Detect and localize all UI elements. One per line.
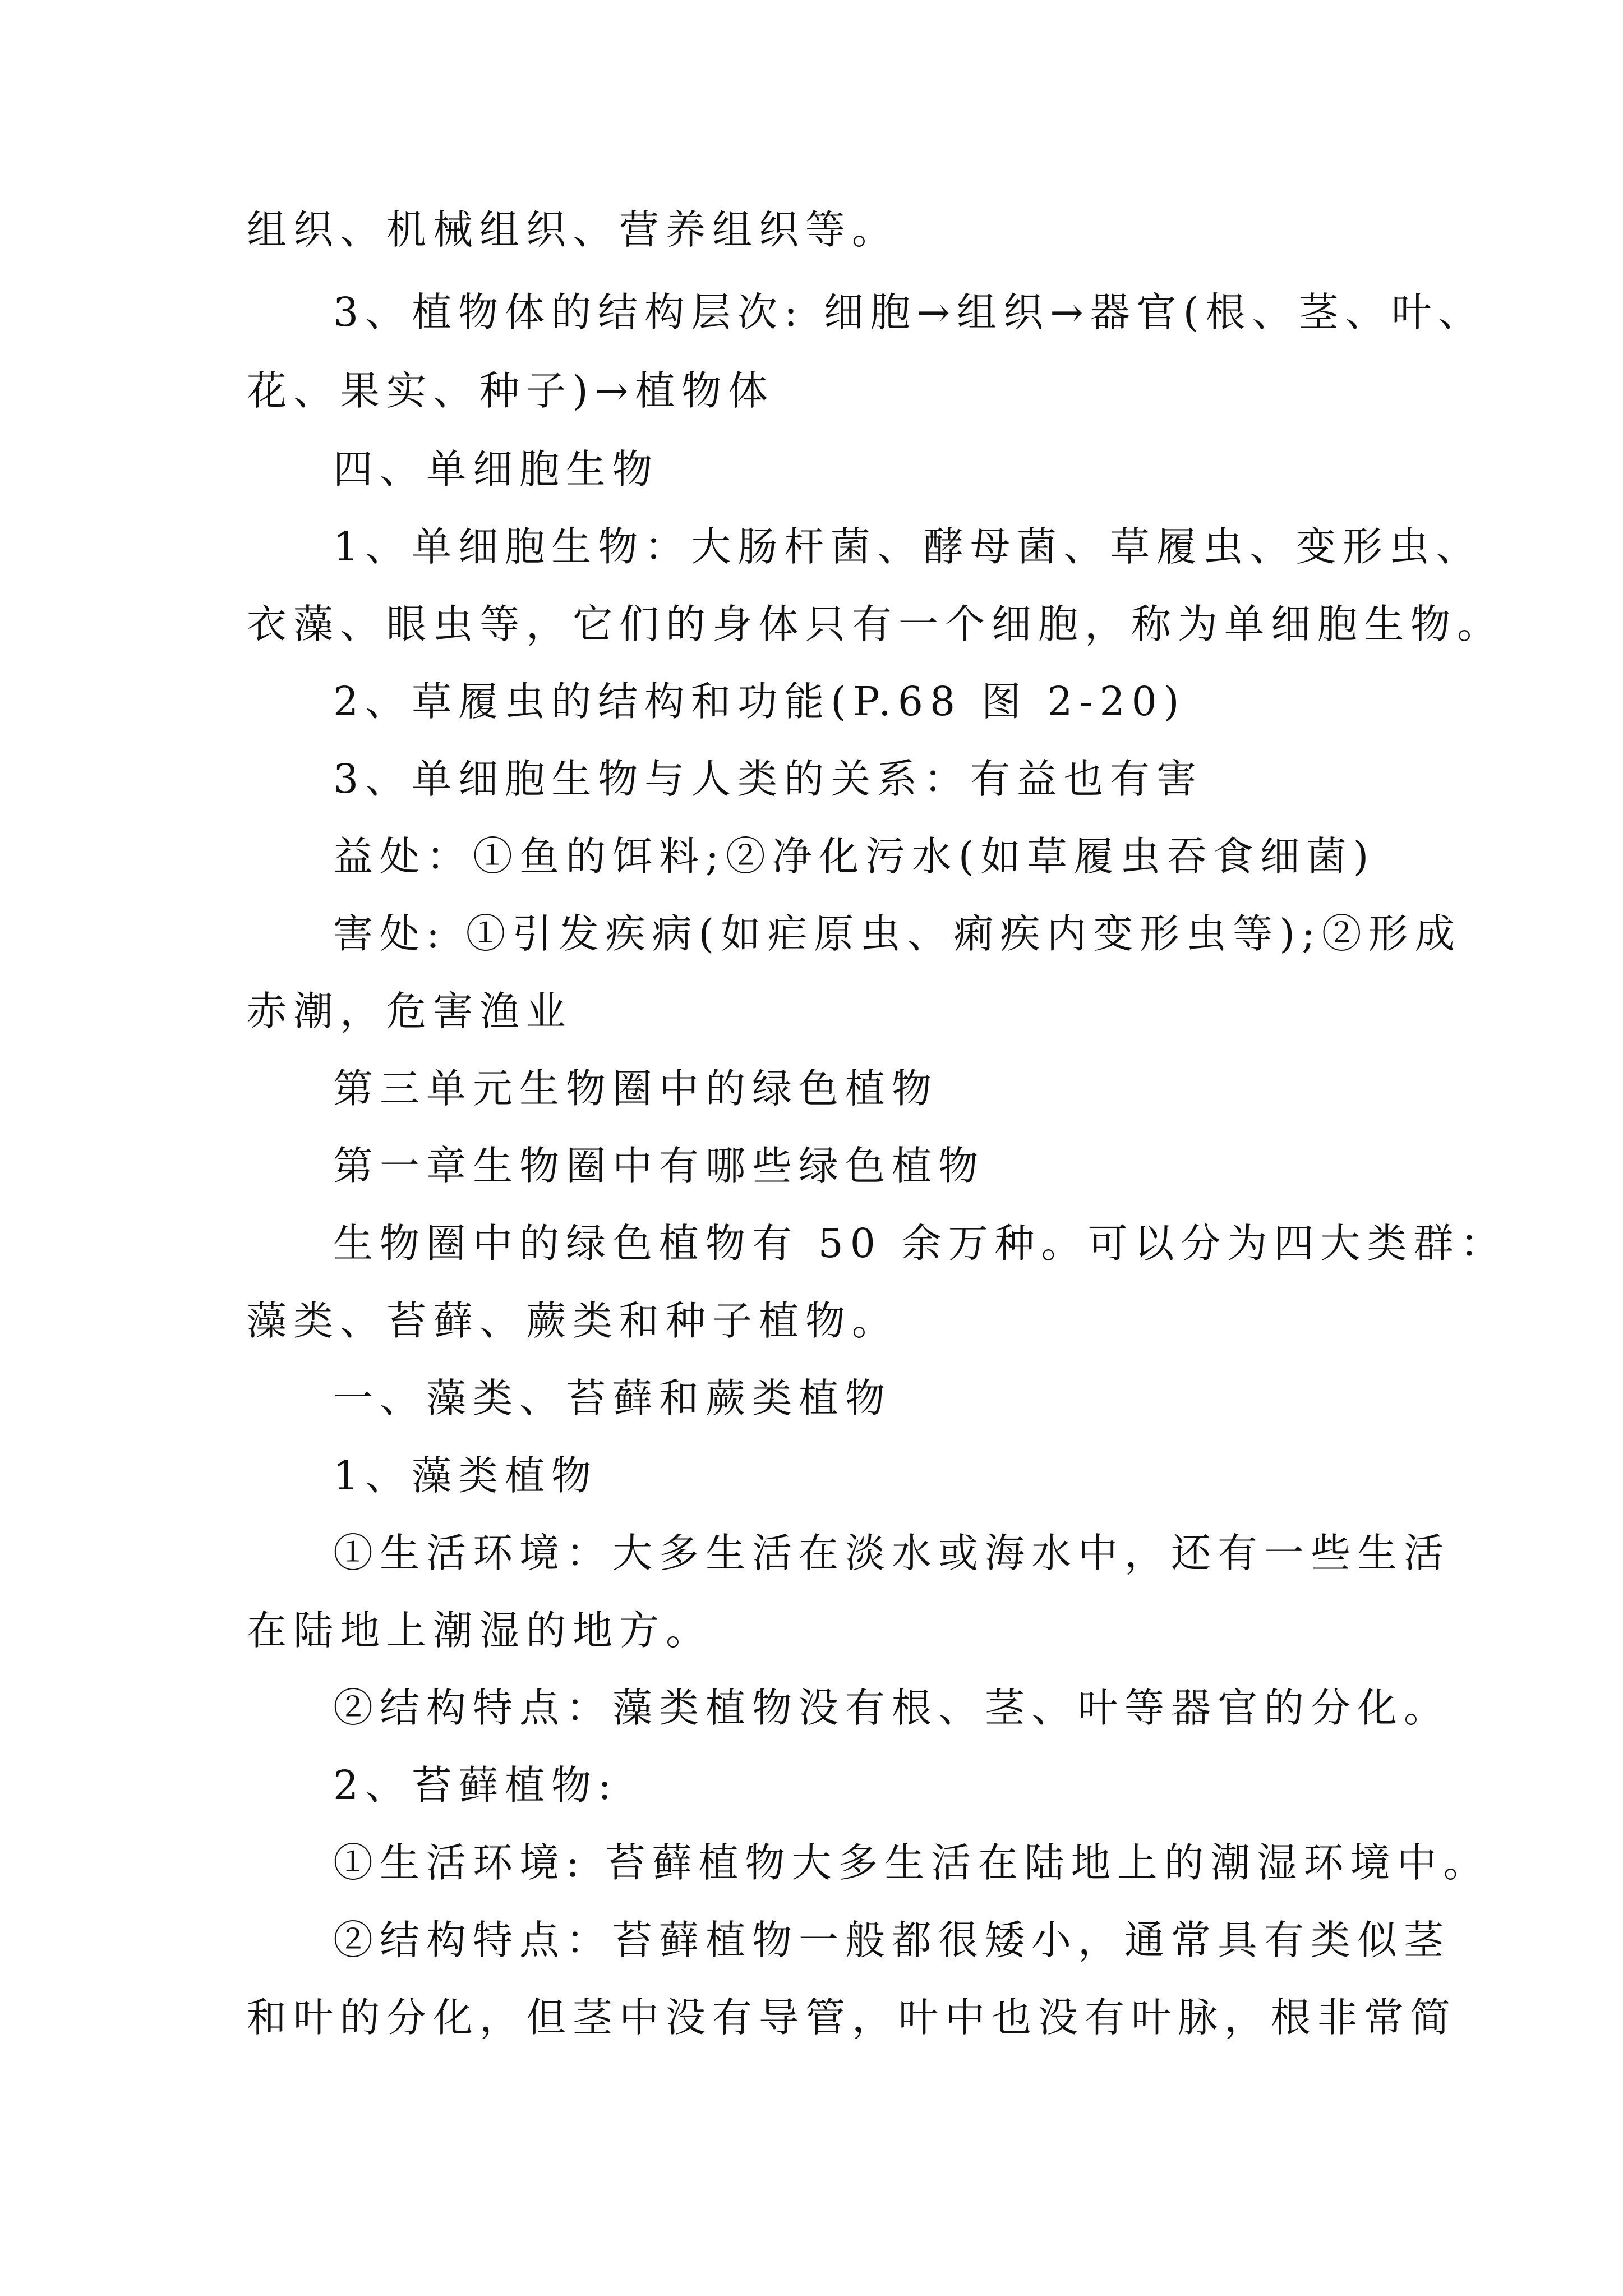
- section-heading: 四、单细胞生物: [333, 446, 660, 493]
- text-line: 3、植物体的结构层次: 细胞→组织→器官(根、茎、叶、: [333, 289, 1485, 335]
- section-heading: 一、藻类、苔藓和蕨类植物: [333, 1375, 892, 1421]
- text-line: ①生活环境：大多生活在淡水或海水中，还有一些生活: [333, 1530, 1451, 1576]
- unit-heading: 第三单元生物圈中的绿色植物: [333, 1065, 939, 1112]
- text-line: 藻类、苔藓、蕨类和种子植物。: [247, 1297, 899, 1344]
- text-line: 1、单细胞生物：大肠杆菌、酵母菌、草履虫、变形虫、: [333, 523, 1483, 570]
- text-line: 生物圈中的绿色植物有 50 余万种。可以分为四大类群：: [333, 1220, 1507, 1267]
- text-line: ①生活环境: 苔藓植物大多生活在陆地上的潮湿环境中。: [333, 1839, 1490, 1886]
- text-line: 2、草履虫的结构和功能(P.68 图 2-20): [333, 678, 1186, 725]
- chapter-heading: 第一章生物圈中有哪些绿色植物: [333, 1143, 985, 1189]
- subsection-heading: 1、藻类植物: [333, 1452, 598, 1499]
- text-line: 和叶的分化，但茎中没有导管，叶中也没有叶脉，根非常简: [247, 1994, 1458, 2041]
- text-line: ②结构特点：藻类植物没有根、茎、叶等器官的分化。: [333, 1685, 1451, 1731]
- text-line: 赤潮，危害渔业: [247, 988, 573, 1034]
- text-line: ②结构特点：苔藓植物一般都很矮小，通常具有类似茎: [333, 1917, 1451, 1963]
- text-line: 花、果实、种子)→植物体: [247, 367, 775, 414]
- text-line: 衣藻、眼虫等，它们的身体只有一个细胞，称为单细胞生物。: [247, 601, 1504, 647]
- subsection-heading: 2、苔藓植物:: [333, 1762, 619, 1809]
- text-line: 害处: ①引发疾病(如疟原虫、痢疾内变形虫等);②形成: [333, 910, 1461, 957]
- text-line: 在陆地上潮湿的地方。: [247, 1607, 713, 1654]
- text-line: 3、单细胞生物与人类的关系：有益也有害: [333, 756, 1204, 802]
- text-line: 益处：①鱼的饵料;②净化污水(如草履虫吞食细菌): [333, 833, 1376, 880]
- text-line: 组织、机械组织、营养组织等。: [247, 206, 899, 253]
